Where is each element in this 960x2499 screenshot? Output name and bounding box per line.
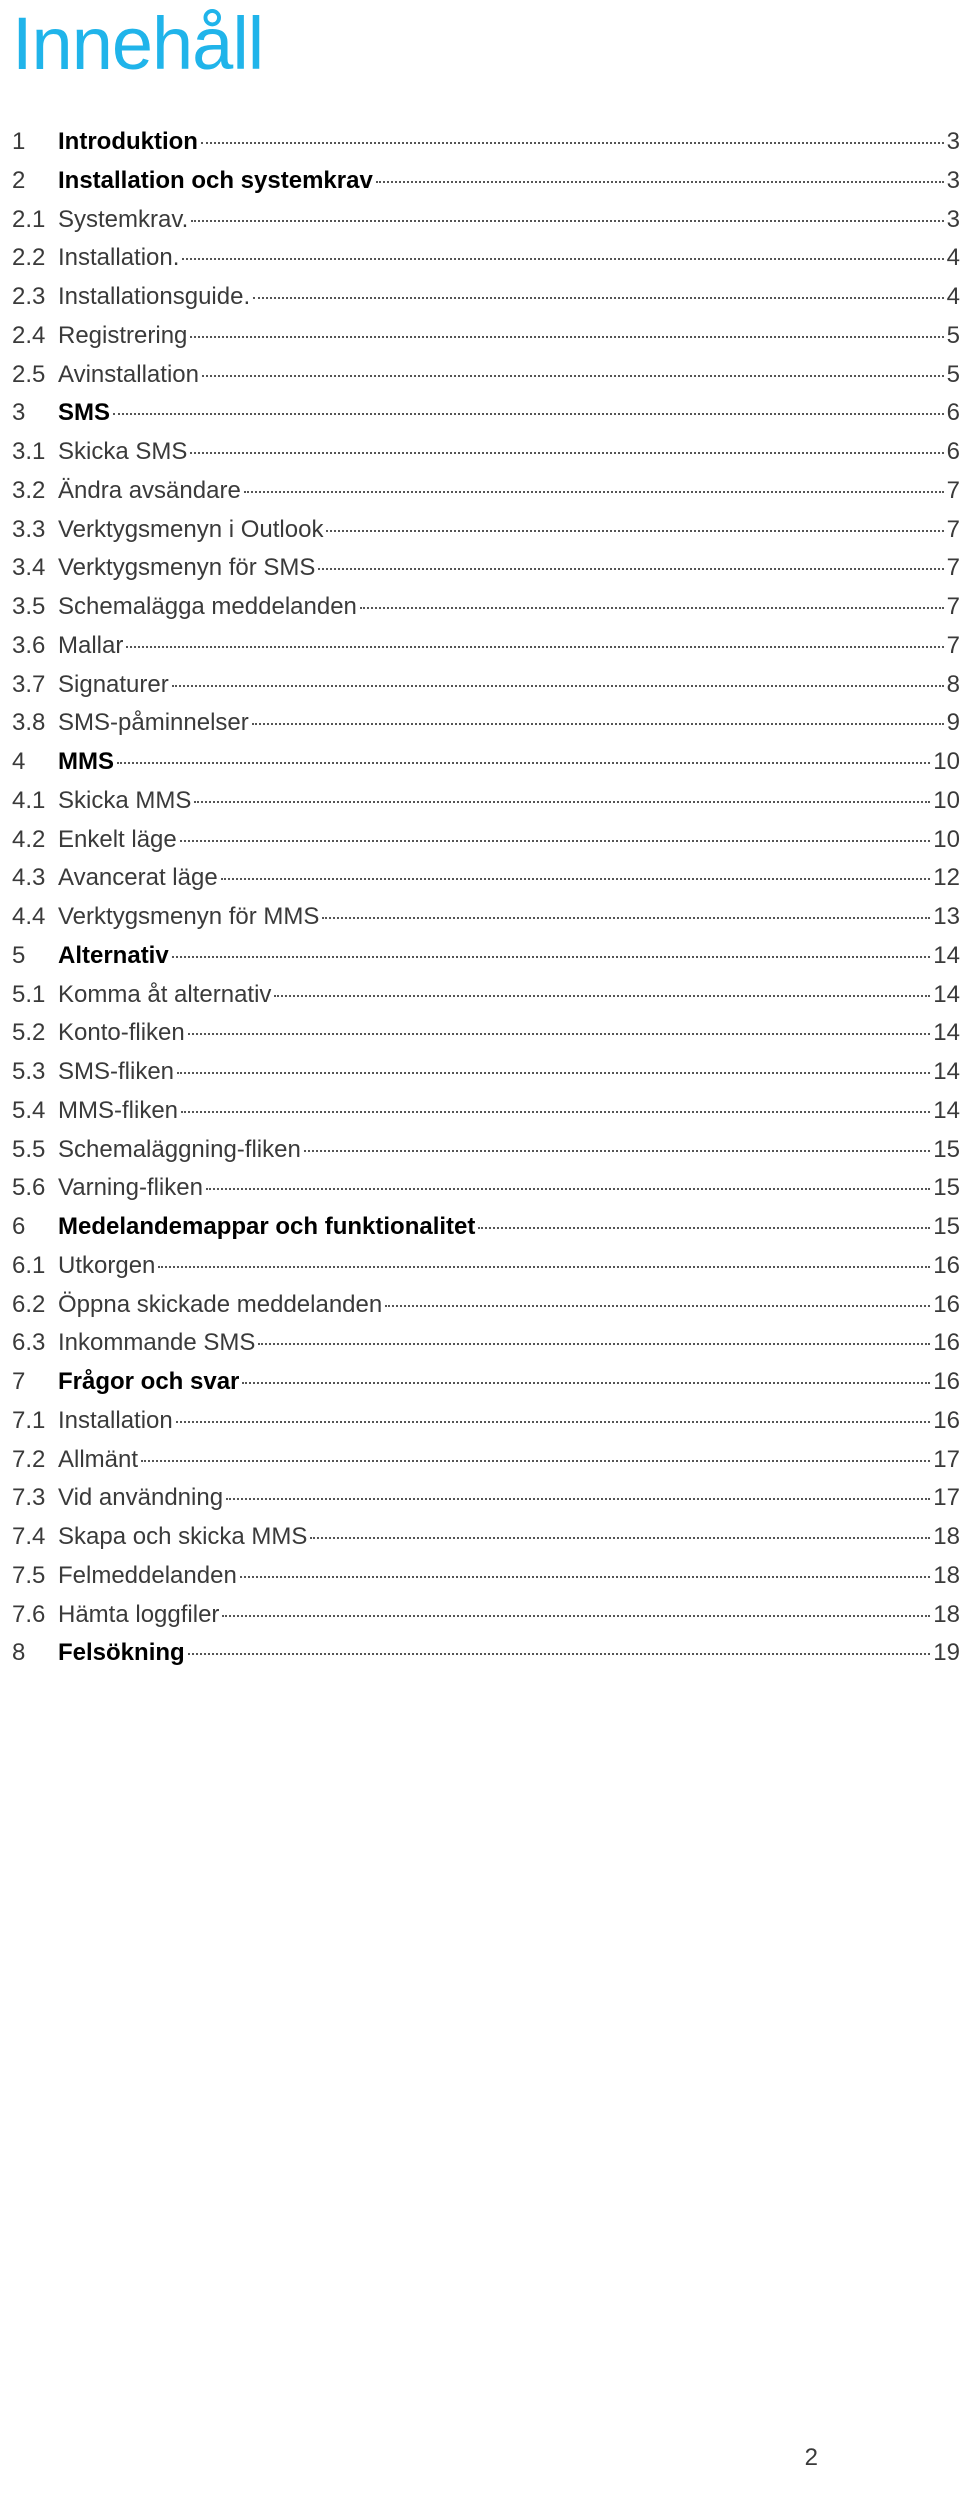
- toc-dot-leader: [274, 995, 930, 997]
- toc-entry-label: Medelandemappar och funktionalitet: [58, 1213, 476, 1240]
- toc-entry-label: Komma åt alternativ: [58, 980, 272, 1008]
- toc-section-entry[interactable]: [12, 1518, 960, 1557]
- toc-section-entry[interactable]: [12, 627, 960, 666]
- toc-dot-leader: [202, 375, 944, 377]
- toc-dot-leader: [181, 1111, 930, 1113]
- toc-dot-leader: [177, 1072, 930, 1074]
- toc-entry-page: 10: [933, 748, 960, 775]
- toc-entry-page: 16: [933, 1329, 960, 1357]
- toc-entry-number: 7.4: [12, 1523, 46, 1550]
- toc-entry-number: 5.5: [12, 1135, 46, 1163]
- toc-section-entry[interactable]: [12, 1286, 960, 1325]
- toc-entry-label: SMS-fliken: [58, 1058, 175, 1085]
- toc-entry-page: 17: [933, 1484, 960, 1512]
- toc-entry-label: Registrering: [58, 321, 188, 349]
- toc-entry-number: 4.1: [12, 786, 46, 814]
- toc-entry-number: 3.4: [12, 554, 46, 582]
- toc-entry-number: 2.3: [12, 283, 46, 310]
- toc-dot-leader: [252, 723, 944, 725]
- toc-entry-label: Utkorgen: [58, 1251, 156, 1279]
- toc-entry-number: 7.3: [12, 1484, 46, 1512]
- toc-entry-number: 7.6: [12, 1600, 46, 1628]
- toc-entry-page: 9: [946, 709, 960, 737]
- toc-section-entry[interactable]: [12, 1596, 960, 1635]
- toc-section-entry[interactable]: [12, 1441, 960, 1480]
- toc-entry-number: 3.7: [12, 670, 46, 698]
- toc-entry-number: 6: [12, 1213, 26, 1240]
- toc-chapter-entry[interactable]: [12, 123, 960, 162]
- toc-entry-page: 6: [946, 399, 960, 427]
- toc-dot-leader: [158, 1266, 930, 1268]
- toc-entry-page: 16: [933, 1368, 960, 1395]
- toc-entry-page: 4: [946, 244, 960, 272]
- toc-entry-number: 8: [12, 1639, 26, 1667]
- toc-entry-label: Ändra avsändare: [58, 476, 241, 504]
- toc-dot-leader: [206, 1188, 930, 1190]
- toc-dot-leader: [226, 1498, 930, 1500]
- toc-entry-page: 14: [933, 980, 960, 1008]
- toc-chapter-entry[interactable]: [12, 743, 960, 782]
- toc-entry-number: 5.3: [12, 1058, 46, 1085]
- toc-dot-leader: [191, 220, 943, 222]
- toc-entry-label: Skapa och skicka MMS: [58, 1523, 308, 1550]
- toc-section-entry[interactable]: [12, 1014, 960, 1053]
- toc-entry-page: 3: [946, 205, 960, 233]
- toc-entry-page: 15: [933, 1135, 960, 1163]
- toc-entry-page: 12: [933, 864, 960, 892]
- toc-entry-page: 5: [946, 360, 960, 388]
- toc-section-entry[interactable]: [12, 1557, 960, 1596]
- toc-entry-number: 3.8: [12, 709, 46, 737]
- toc-chapter-entry[interactable]: [12, 937, 960, 976]
- toc-section-entry[interactable]: [12, 317, 960, 356]
- toc-entry-number: 3.1: [12, 438, 46, 465]
- toc-dot-leader: [326, 530, 943, 532]
- toc-entry-label: Installation och systemkrav: [58, 166, 373, 194]
- toc-dot-leader: [188, 1033, 931, 1035]
- toc-entry-label: Mallar: [58, 631, 124, 659]
- toc-entry-number: 6.2: [12, 1290, 46, 1318]
- toc-entry-number: 7.2: [12, 1445, 46, 1473]
- toc-section-entry[interactable]: [12, 1479, 960, 1518]
- toc-section-entry[interactable]: [12, 511, 960, 550]
- toc-entry-label: Avinstallation: [58, 360, 199, 388]
- toc-entry-page: 8: [946, 670, 960, 698]
- toc-dot-leader: [360, 607, 944, 609]
- toc-dot-leader: [376, 181, 944, 183]
- toc-entry-label: Inkommande SMS: [58, 1329, 256, 1357]
- toc-entry-label: Varning-fliken: [58, 1174, 203, 1202]
- toc-entry-page: 19: [933, 1639, 960, 1667]
- toc-dot-leader: [310, 1537, 930, 1539]
- toc-section-entry[interactable]: [12, 201, 960, 240]
- toc-entry-label: Felmeddelanden: [58, 1561, 237, 1589]
- table-of-contents: [12, 123, 960, 1673]
- toc-entry-page: 16: [933, 1251, 960, 1279]
- toc-section-entry[interactable]: [12, 976, 960, 1015]
- toc-section-entry[interactable]: [12, 1092, 960, 1131]
- toc-entry-page: 7: [946, 476, 960, 504]
- toc-entry-label: Systemkrav.: [58, 205, 189, 233]
- toc-section-entry[interactable]: [12, 704, 960, 743]
- toc-entry-page: 14: [933, 941, 960, 969]
- toc-entry-label: Frågor och svar: [58, 1368, 240, 1395]
- toc-entry-label: Introduktion: [58, 128, 198, 155]
- toc-section-entry[interactable]: [12, 1402, 960, 1441]
- toc-chapter-entry[interactable]: [12, 162, 960, 201]
- toc-section-entry[interactable]: [12, 821, 960, 860]
- toc-entry-number: 4.4: [12, 903, 46, 930]
- toc-dot-leader: [385, 1305, 930, 1307]
- toc-entry-page: 14: [933, 1019, 960, 1047]
- toc-entry-number: 2: [12, 166, 26, 194]
- toc-entry-label: Installation.: [58, 244, 180, 272]
- page-number: 2: [804, 2444, 818, 2471]
- toc-entry-label: Schemaläggning-fliken: [58, 1135, 301, 1163]
- toc-entry-number: 2.4: [12, 321, 46, 349]
- toc-section-entry[interactable]: [12, 356, 960, 395]
- toc-chapter-entry[interactable]: [12, 394, 960, 433]
- toc-entry-page: 18: [933, 1561, 960, 1589]
- toc-dot-leader: [190, 336, 943, 338]
- toc-dot-leader: [221, 878, 931, 880]
- toc-section-entry[interactable]: [12, 549, 960, 588]
- toc-entry-label: Schemalägga meddelanden: [58, 593, 357, 620]
- toc-entry-page: 15: [933, 1174, 960, 1202]
- toc-entry-page: 3: [946, 166, 960, 194]
- toc-dot-leader: [253, 297, 944, 299]
- toc-section-entry[interactable]: [12, 1247, 960, 1286]
- toc-entry-page: 3: [946, 128, 960, 155]
- toc-entry-number: 2.5: [12, 360, 46, 388]
- toc-entry-number: 4: [12, 748, 26, 775]
- toc-dot-leader: [318, 568, 943, 570]
- toc-dot-leader: [113, 413, 944, 415]
- toc-entry-label: Vid användning: [58, 1484, 224, 1512]
- toc-entry-number: 3.6: [12, 631, 46, 659]
- toc-entry-number: 3.3: [12, 515, 46, 543]
- toc-entry-number: 7.5: [12, 1561, 46, 1589]
- toc-entry-page: 16: [933, 1406, 960, 1434]
- toc-entry-page: 7: [946, 554, 960, 582]
- toc-entry-page: 10: [933, 825, 960, 853]
- toc-dot-leader: [304, 1150, 930, 1152]
- toc-entry-label: Verktygsmenyn i Outlook: [58, 515, 324, 543]
- toc-dot-leader: [117, 762, 930, 764]
- toc-entry-label: Skicka SMS: [58, 438, 188, 465]
- toc-entry-number: 4.3: [12, 864, 46, 892]
- toc-entry-page: 7: [946, 631, 960, 659]
- toc-entry-page: 18: [933, 1600, 960, 1628]
- toc-entry-page: 10: [933, 786, 960, 814]
- toc-dot-leader: [478, 1227, 930, 1229]
- toc-entry-label: Installationsguide.: [58, 283, 251, 310]
- toc-section-entry[interactable]: [12, 782, 960, 821]
- toc-dot-leader: [258, 1343, 930, 1345]
- toc-section-entry[interactable]: [12, 1131, 960, 1170]
- toc-entry-number: 5.2: [12, 1019, 46, 1047]
- toc-dot-leader: [141, 1460, 930, 1462]
- toc-entry-page: 7: [946, 593, 960, 620]
- toc-dot-leader: [194, 801, 930, 803]
- toc-section-entry[interactable]: [12, 588, 960, 627]
- toc-section-entry[interactable]: [12, 239, 960, 278]
- toc-entry-page: 14: [933, 1096, 960, 1124]
- toc-dot-leader: [244, 491, 944, 493]
- toc-entry-number: 7.1: [12, 1406, 46, 1434]
- toc-entry-page: 15: [933, 1213, 960, 1240]
- toc-entry-label: Avancerat läge: [58, 864, 218, 892]
- toc-entry-number: 7: [12, 1368, 26, 1395]
- toc-entry-label: SMS: [58, 399, 111, 427]
- toc-chapter-entry[interactable]: [12, 1634, 960, 1673]
- toc-entry-number: 3.2: [12, 476, 46, 504]
- toc-dot-leader: [201, 142, 944, 144]
- toc-entry-page: 14: [933, 1058, 960, 1085]
- toc-dot-leader: [180, 840, 931, 842]
- toc-entry-number: 5: [12, 941, 26, 969]
- toc-entry-number: 3: [12, 399, 26, 427]
- toc-entry-label: Installation: [58, 1406, 173, 1434]
- toc-section-entry[interactable]: [12, 278, 960, 317]
- toc-entry-page: 4: [946, 283, 960, 310]
- toc-entry-page: 7: [946, 515, 960, 543]
- toc-section-entry[interactable]: [12, 898, 960, 937]
- toc-entry-page: 16: [933, 1290, 960, 1318]
- toc-entry-label: Verktygsmenyn för SMS: [58, 554, 316, 582]
- toc-dot-leader: [176, 1421, 931, 1423]
- toc-entry-number: 3.5: [12, 593, 46, 620]
- toc-entry-label: MMS: [58, 748, 114, 775]
- toc-entry-label: Enkelt läge: [58, 825, 177, 853]
- toc-entry-label: Signaturer: [58, 670, 169, 698]
- toc-section-entry[interactable]: [12, 1324, 960, 1363]
- toc-entry-page: 18: [933, 1523, 960, 1550]
- toc-entry-label: SMS-påminnelser: [58, 709, 249, 737]
- toc-entry-number: 6.1: [12, 1251, 46, 1279]
- toc-entry-number: 5.4: [12, 1096, 46, 1124]
- toc-entry-label: Konto-fliken: [58, 1019, 185, 1047]
- toc-section-entry[interactable]: [12, 666, 960, 705]
- toc-entry-label: Felsökning: [58, 1639, 185, 1667]
- toc-entry-number: 2.1: [12, 205, 46, 233]
- toc-section-entry[interactable]: [12, 1169, 960, 1208]
- toc-entry-label: MMS-fliken: [58, 1096, 179, 1124]
- toc-entry-number: 6.3: [12, 1329, 46, 1357]
- toc-entry-number: 2.2: [12, 244, 46, 272]
- toc-dot-leader: [190, 452, 943, 454]
- toc-entry-number: 4.2: [12, 825, 46, 853]
- toc-dot-leader: [126, 646, 943, 648]
- toc-section-entry[interactable]: [12, 433, 960, 472]
- toc-entry-label: Öppna skickade meddelanden: [58, 1290, 383, 1318]
- toc-entry-page: 5: [946, 321, 960, 349]
- toc-entry-number: 1: [12, 128, 26, 155]
- toc-chapter-entry[interactable]: [12, 1363, 960, 1402]
- toc-dot-leader: [240, 1576, 931, 1578]
- toc-dot-leader: [188, 1653, 931, 1655]
- toc-entry-label: Verktygsmenyn för MMS: [58, 903, 320, 930]
- toc-entry-label: Skicka MMS: [58, 786, 192, 814]
- toc-dot-leader: [322, 917, 930, 919]
- toc-section-entry[interactable]: [12, 472, 960, 511]
- toc-entry-number: 5.6: [12, 1174, 46, 1202]
- toc-dot-leader: [182, 258, 943, 260]
- toc-entry-label: Allmänt: [58, 1445, 139, 1473]
- toc-chapter-entry[interactable]: [12, 1208, 960, 1247]
- toc-section-entry[interactable]: [12, 1053, 960, 1092]
- toc-dot-leader: [172, 685, 944, 687]
- toc-dot-leader: [242, 1382, 930, 1384]
- toc-entry-number: 5.1: [12, 980, 46, 1008]
- toc-entry-page: 6: [946, 438, 960, 465]
- toc-entry-page: 17: [933, 1445, 960, 1473]
- toc-section-entry[interactable]: [12, 859, 960, 898]
- toc-entry-label: Hämta loggfiler: [58, 1600, 220, 1628]
- toc-dot-leader: [222, 1615, 930, 1617]
- page-title: Innehåll: [12, 2, 264, 85]
- toc-dot-leader: [172, 956, 931, 958]
- toc-entry-page: 13: [933, 903, 960, 930]
- toc-entry-label: Alternativ: [58, 941, 169, 969]
